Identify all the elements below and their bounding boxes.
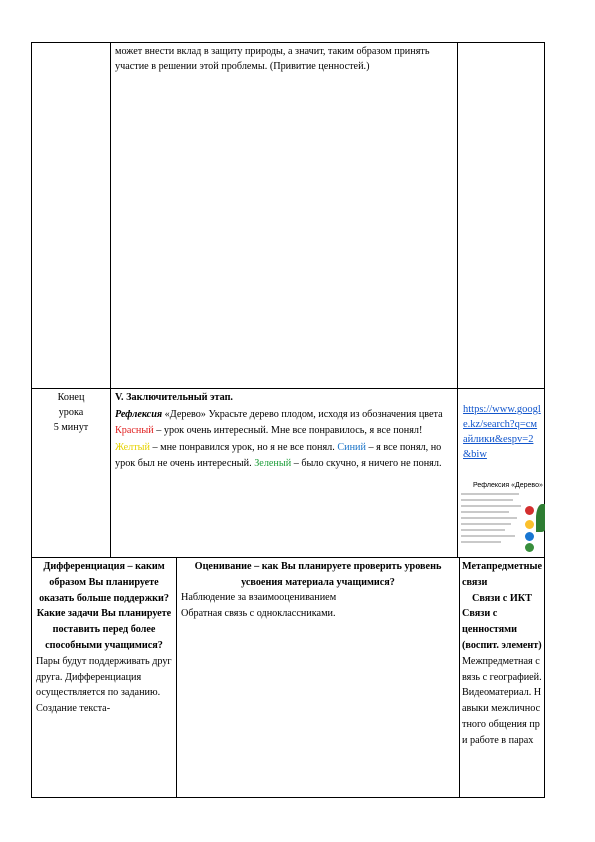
top-row-text [115, 44, 453, 74]
thumbnail-text-lines [461, 493, 523, 547]
assessment-cell [181, 559, 455, 621]
reflection-tree-thumbnail [461, 482, 545, 554]
top-row-paragraph: может внести вклад в защиту природы, а значит, таким образом принять участие в решении этой проблемы. (Привитие ценностей.) [115, 46, 430, 72]
links-text: Межпредметная связь с географией. Видеоматериал. Навыки межличностного общения при работе в парах [462, 655, 542, 746]
time-line-3: 5 минут [53, 422, 89, 433]
tree-leaf-icon [536, 504, 545, 532]
time-line-2: урока [58, 407, 84, 418]
links-cell [462, 559, 542, 749]
red-label: Красный [115, 425, 154, 436]
red-fruit-icon [525, 506, 534, 515]
differentiation-heading: Дифференциация – каким образом Вы планируете оказать больше поддержки? Какие задачи Вы планируете поставить перед более способными учащимися? [36, 561, 172, 651]
smiley-search-link[interactable]: https://www.google.kz/search?q=смайлики&espv=2&biw [463, 404, 541, 460]
links-heading: Метапредметные связи [462, 561, 542, 588]
blue-description: – я все понял, но урок был не очень интересный. [115, 441, 442, 469]
yellow-label: Желтый [115, 441, 150, 453]
column-divider-time [110, 42, 111, 558]
table-right-border [544, 42, 545, 798]
green-label: Зеленый [254, 458, 292, 469]
yellow-fruit-icon [525, 520, 534, 529]
row-divider-final [31, 388, 545, 389]
thumbnail-title: Рефлексия «Дерево» [473, 482, 543, 489]
assessment-heading: Оценивание – как Вы планируете проверить уровень усвоения материала учащимися? [194, 561, 442, 588]
assessment-line-1: Наблюдение за взаимооцениванием [181, 592, 337, 603]
values-heading: Связи с ценностями (воспит. элемент) [462, 608, 542, 651]
yellow-description: – мне понравился урок, но я не все понял. [149, 441, 338, 453]
assessment-line-2: Обратная связь с одноклассниками. [181, 607, 336, 619]
blue-fruit-icon [525, 532, 534, 541]
column-divider-links [459, 557, 460, 798]
green-description: – было скучно, я ничего не понял. [291, 458, 442, 469]
reflection-label: Рефлексия [115, 408, 163, 420]
final-stage-heading: V. Заключительный этап. [115, 392, 233, 403]
ict-heading: Связи с ИКТ [472, 592, 532, 604]
column-divider-diff [176, 557, 177, 798]
time-line-1: Конец [57, 392, 85, 403]
blue-label: Синий [337, 441, 366, 453]
row-divider-bottom [31, 557, 545, 558]
table-top-border [31, 42, 545, 43]
red-description: – урок очень интересный. Мне все понравилось, я все понял! [153, 425, 423, 436]
reflection-paragraph [115, 407, 455, 473]
final-resources-cell [463, 402, 541, 462]
table-bottom-border [31, 797, 545, 798]
reflection-intro: «Дерево» Украсьте дерево плодом, исходя из обозначения цвета [162, 408, 443, 420]
column-divider-resources [457, 42, 458, 558]
final-time-cell [32, 390, 110, 435]
differentiation-text: Пары будут поддерживать друг друга. Дифференциация осуществляется по заданию. Создание текста- [36, 655, 172, 715]
differentiation-cell [36, 559, 172, 717]
final-content-cell [115, 390, 455, 473]
green-fruit-icon [525, 543, 534, 552]
